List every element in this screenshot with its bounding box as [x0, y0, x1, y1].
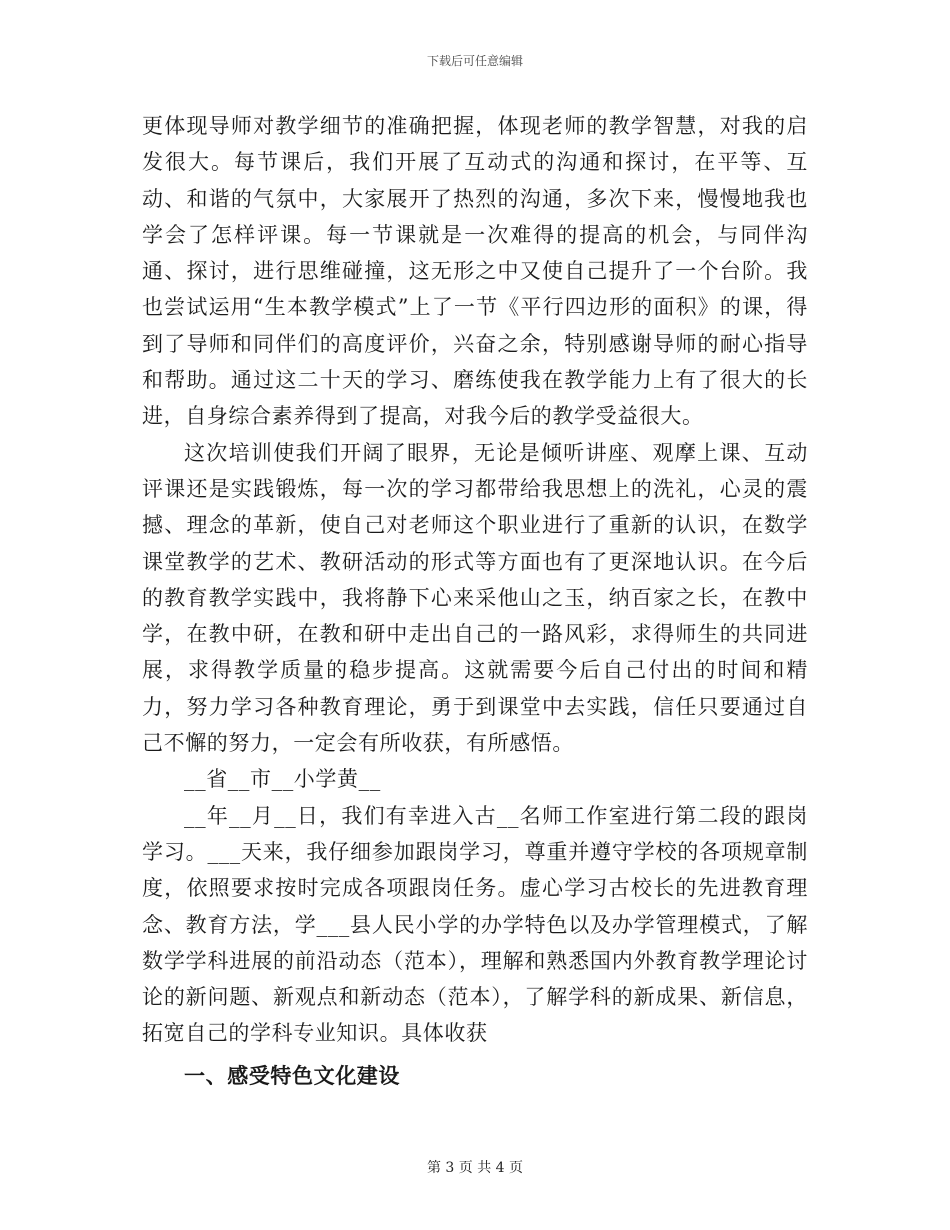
author-line: __省__市__小学黄__	[184, 767, 381, 792]
paragraph-continuation: 更体现导师对教学细节的准确把握，体现老师的教学智慧，对我的启发很大。每节课后，我们开展了互动式的沟通和探讨，在平等、互动、和谐的气氛中，大家展开了热烈的沟通，多次下来，慢慢地我也学会了怎样评课。每一节课就是一次难得的提高的机会，与同伴沟通、探讨，进行思维碰撞，这无形之中又使自己提升了一个台阶。我也尝试运用“生本教学模式”上了一节《平行四边形的面积》的课，得到了导师和同伴们的高度评价，兴奋之余，特别感谢导师的耐心指导和帮助。通过这二十天的学习、磨练使我在教学能力上有了很大的长进，自身综合素养得到了提高，对我今后的教学受益很大。	[142, 114, 808, 429]
page-footer: 第 3 页 共 4 页	[426, 1160, 524, 1176]
paragraph-training-reflection: 这次培训使我们开阔了眼界，无论是倾听讲座、观摩上课、互动评课还是实践锻炼，每一次的学习都带给我思想上的洗礼，心灵的震撼、理念的革新，使自己对老师这个职业进行了重新的认识，在数学课堂教学的艺术、教研活动的形式等方面也有了更深地认识。在今后的教育教学实践中，我将静下心来采他山之玉，纳百家之长，在教中学，在教中研，在教和研中走出自己的一路风彩，求得师生的共同进展，求得教学质量的稳步提高。这就需要今后自己付出的时间和精力，努力学习各种教育理论，勇于到课堂中去实践，信任只要通过自己不懈的努力，一定会有所收获，有所感悟。	[142, 440, 808, 756]
section-heading: 一、感受特色文化建设	[184, 1062, 400, 1088]
page-header: 下载后可任意编辑	[426, 54, 523, 68]
paragraph-second-placement: __年__月__日，我们有幸进入古__名师工作室进行第二段的跟岗学习。___天来，我仔细参加跟岗学习，尊重并遵守学校的各项规章制度，依照要求按时完成各项跟岗任务。虚心学习古校长的先进教育理念、教育方法，学___县人民小学的办学特色以及办学管理模式，了解数学学科进展的前沿动态（范本），理解和熟悉国内外教育教学理论讨论的新问题、新观点和新动态（范本），了解学科的新成果、新信息，拓宽自己的学科专业知识。具体收获	[142, 803, 808, 1046]
document-body	[142, 108, 808, 1094]
